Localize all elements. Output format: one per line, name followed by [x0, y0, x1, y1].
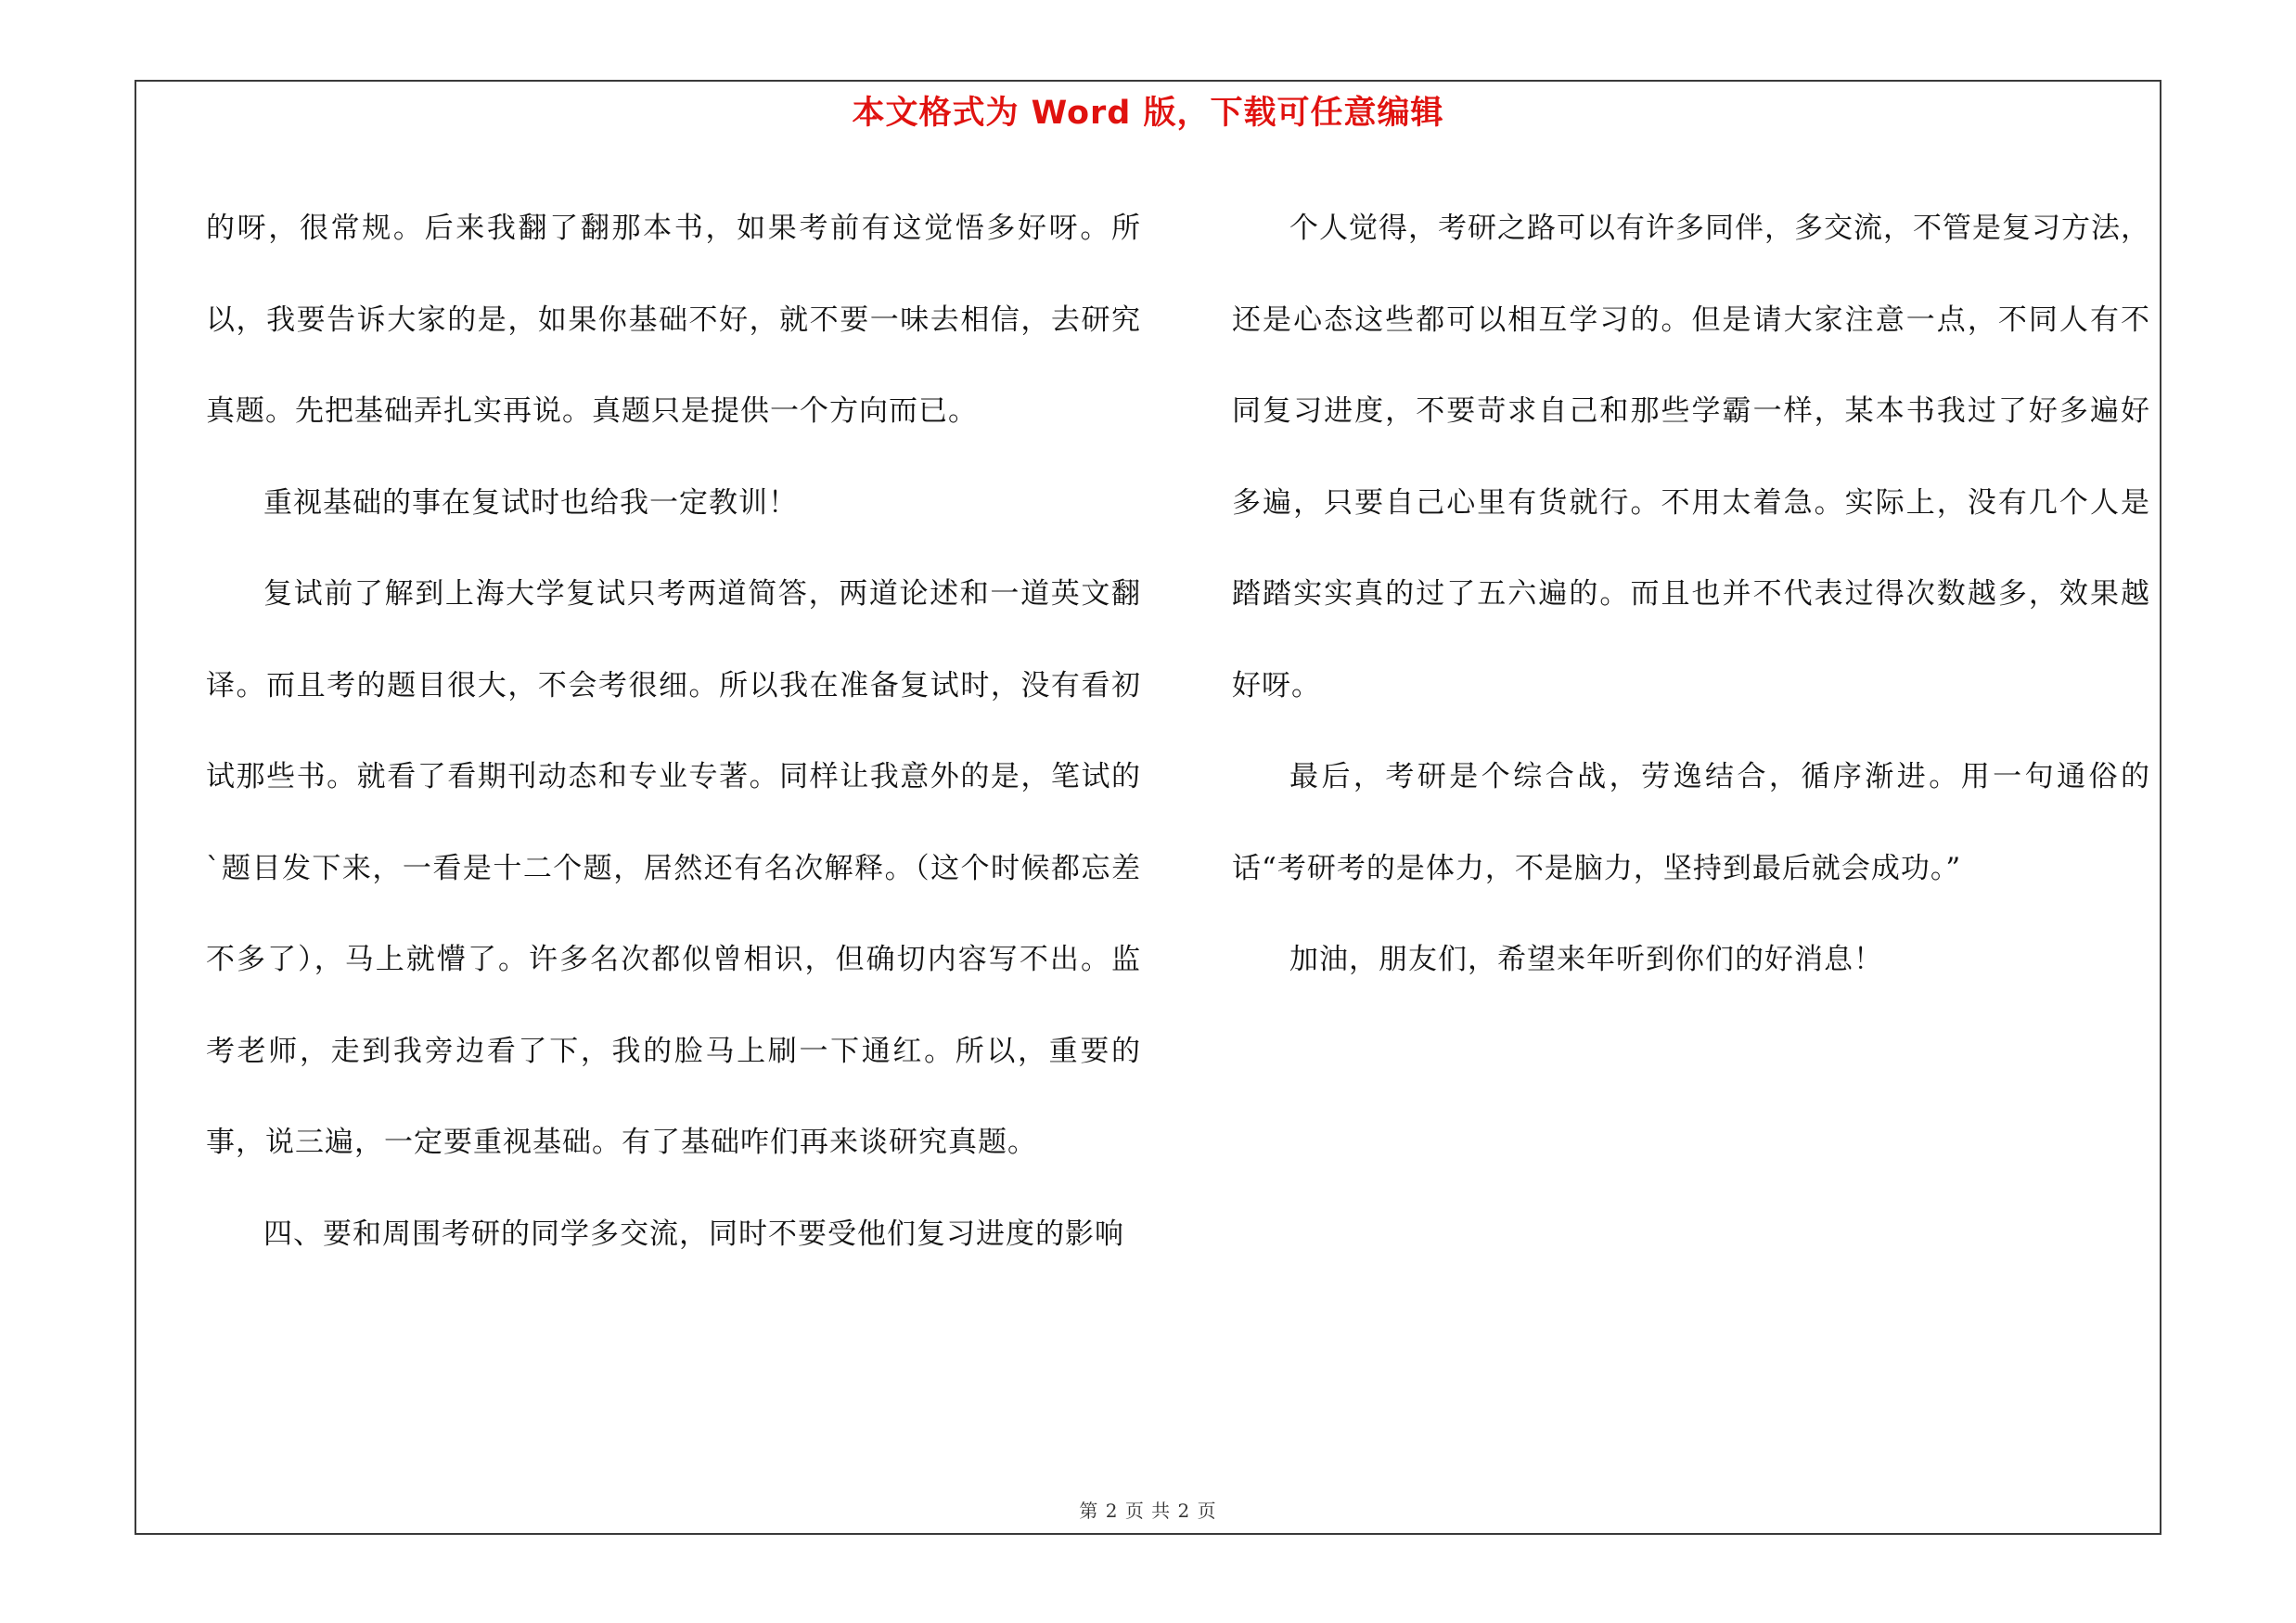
paragraph: 复试前了解到上海大学复试只考两道简答，两道论述和一道英文翻译。而且考的题目很大，不会考很细。所以我在准备复试时，没有看初试那些书。就看了看期刊动态和专业专著。同样让我意外的是，笔试的`题目发下来，一看是十二个题，居然还有名次解释。（这个时候都忘差不多了），马上就懵了。许多名次都似曾相识，但确切内容写不出。监考老师，走到我旁边看了下，我的脸马上刷一下通红。所以，重要的事，说三遍，一定要重视基础。有了基础咋们再来谈研究真题。	[206, 577, 1141, 1159]
paragraph-continued: 的呀，很常规。后来我翻了翻那本书，如果考前有这觉悟多好呀。所以，我要告诉大家的是，如果你基础不好，就不要一味去相信，去研究真题。先把基础弄扎实再说。真题只是提供一个方向而已。	[206, 212, 1141, 428]
right-text-column	[1232, 183, 2150, 1006]
page-number-footer: 第 2 页 共 2 页	[1079, 1500, 1217, 1522]
left-text-column	[206, 183, 1141, 1280]
paragraph: 加油，朋友们，希望来年听到你们的好消息！	[1289, 943, 1883, 976]
paragraph: 个人觉得，考研之路可以有许多同伴，多交流，不管是复习方法，还是心态这些都可以相互学习的。但是请大家注意一点，不同人有不同复习进度，不要苛求自己和那些学霸一样，某本书我过了好多遍好多遍，只要自己心里有货就行。不用太着急。实际上，没有几个人是踏踏实实真的过了五六遍的。而且也并不代表过得次数越多，效果越好呀。	[1232, 212, 2150, 702]
paragraph: 重视基础的事在复试时也给我一定教训！	[263, 485, 798, 520]
section-heading-paragraph: 四、要和周围考研的同学多交流，同时不要受他们复习进度的影响	[263, 1217, 1124, 1251]
editable-notice-banner: 本文格式为 Word 版，下载可任意编辑	[852, 95, 1444, 132]
paragraph: 最后，考研是个综合战，劳逸结合，循序渐进。用一句通俗的话“考研考的是体力，不是脑力，坚持到最后就会成功。”	[1232, 760, 2150, 885]
